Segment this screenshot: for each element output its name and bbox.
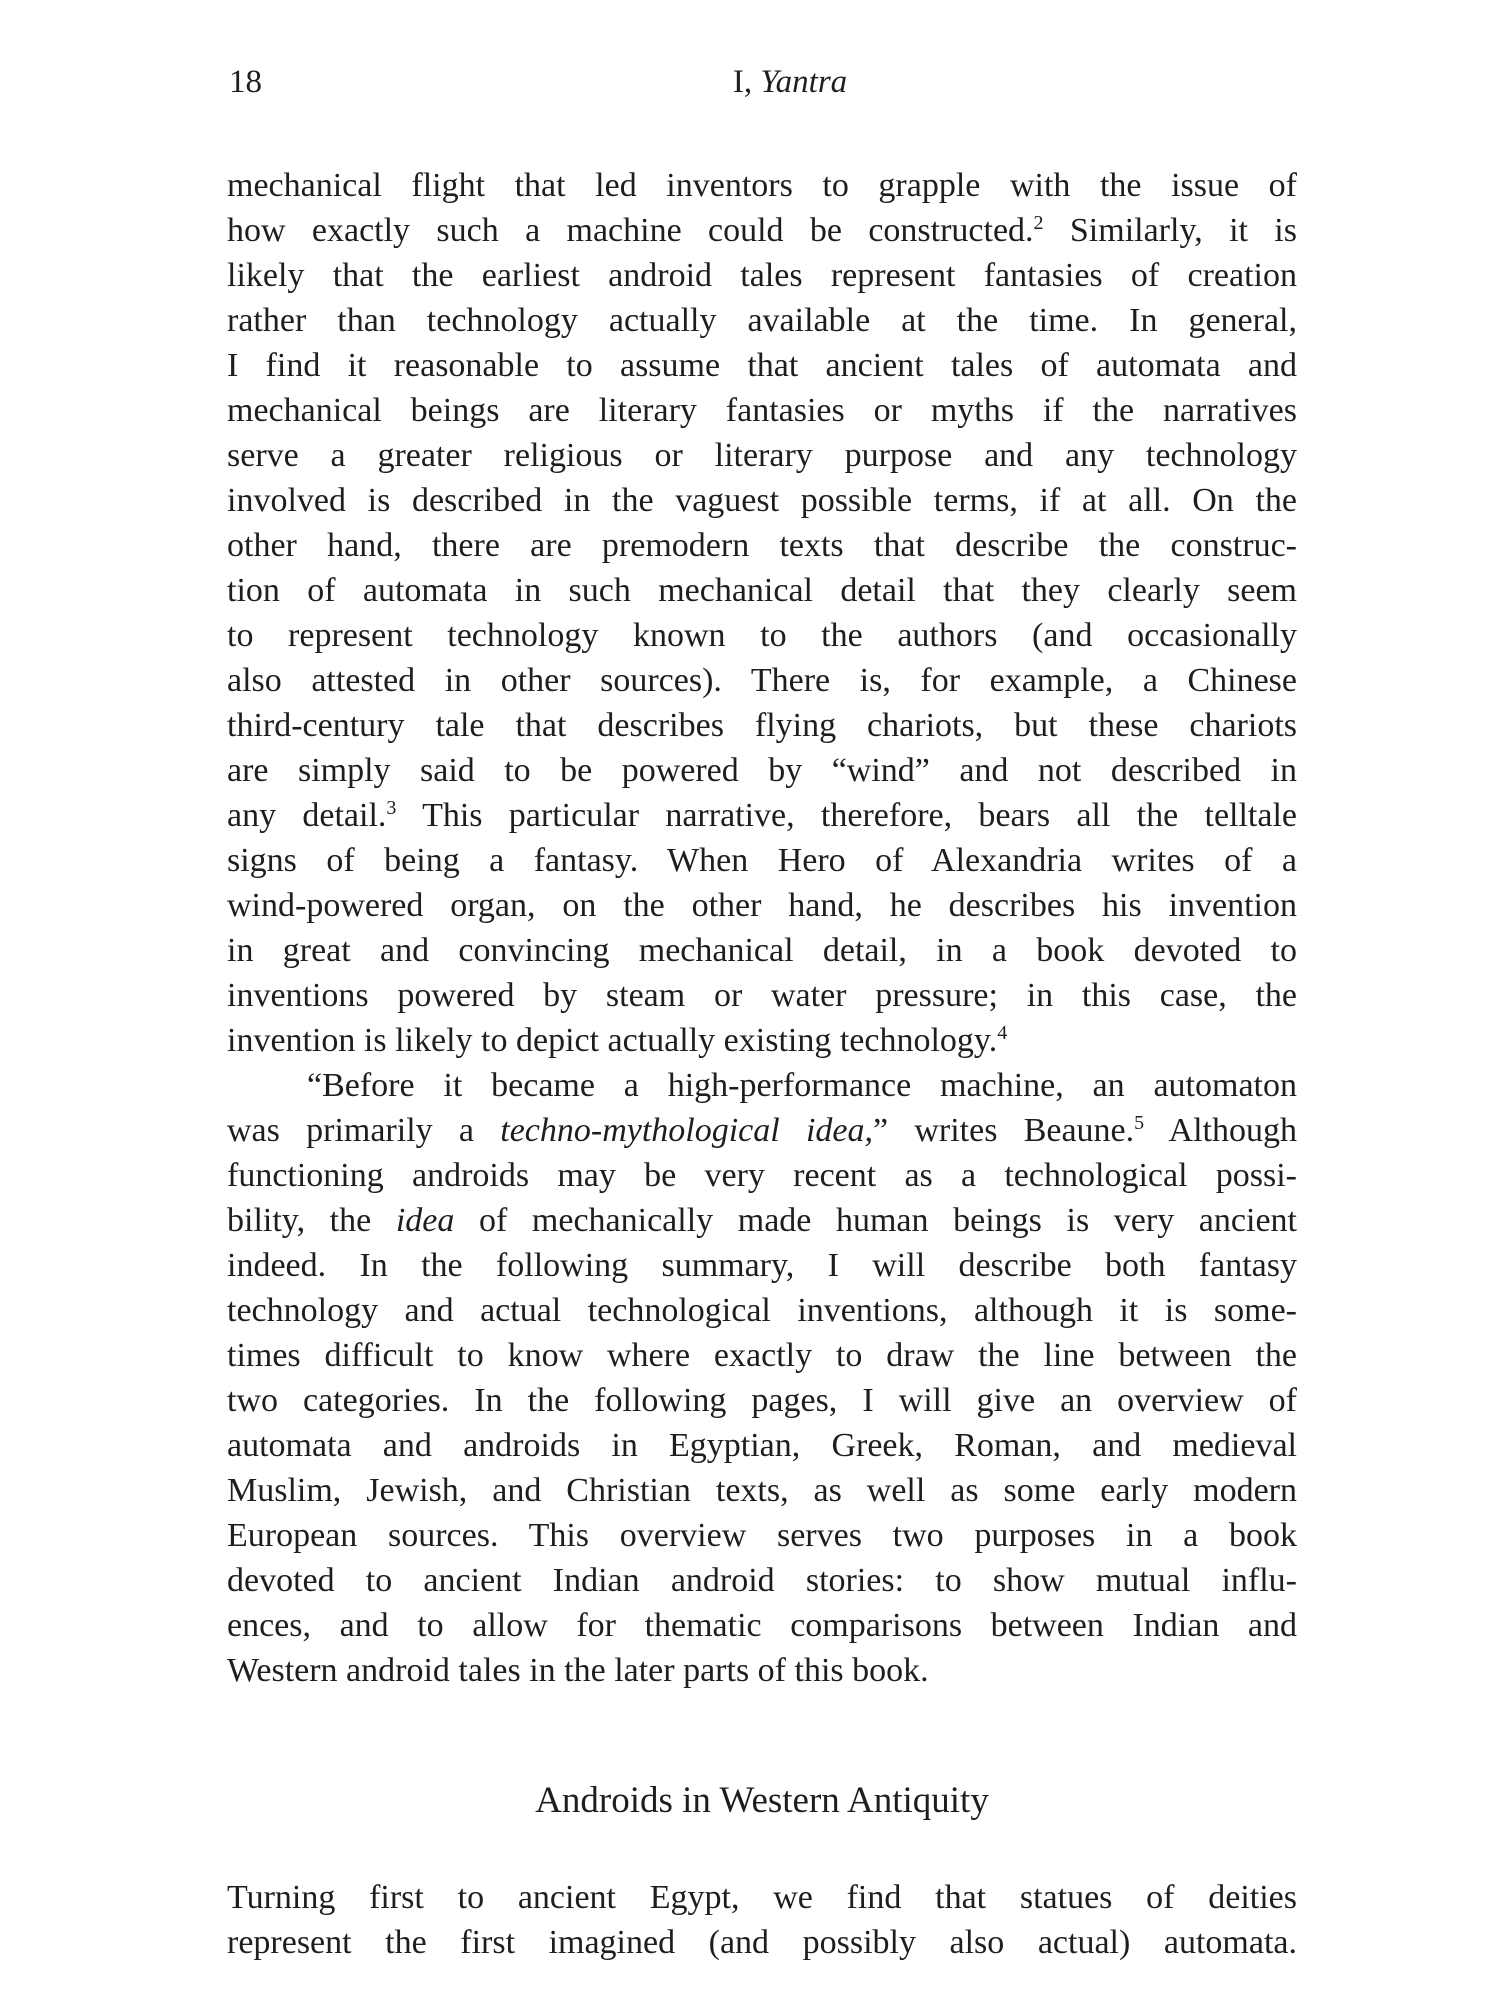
paragraph-1-line: wind-powered organ, on the other hand, he describes his invention: [227, 887, 1297, 924]
text-run: invention is likely to depict actually existing technology.: [227, 1022, 998, 1059]
running-head-title: Yantra: [760, 64, 848, 100]
paragraph-3-line: represent the first imagined (and possibly also actual) automata.: [227, 1924, 1297, 1961]
paragraph-1-line: to represent technology known to the authors (and occasionally: [227, 617, 1297, 654]
footnote-ref-4: 4: [997, 1022, 1008, 1044]
running-head: [0, 62, 1500, 102]
footnote-ref-3: 3: [386, 797, 397, 819]
emphasis-text: idea: [395, 1202, 455, 1239]
paragraph-1-line: mechanical flight that led inventors to grapple with the issue of: [227, 167, 1297, 204]
text-run: Similarly, it is: [1043, 212, 1297, 249]
paragraph-2-line: functioning androids may be very recent as a technological possi-: [227, 1157, 1297, 1194]
emphasis-text: techno-mythological idea,: [500, 1112, 874, 1149]
body-text-continued: [227, 1875, 1297, 1965]
paragraph-2-line: technology and actual technological inventions, although it is some-: [227, 1292, 1297, 1329]
paragraph-1-line: involved is described in the vaguest possible terms, if at all. On the: [227, 482, 1297, 519]
paragraph-3-line: Turning first to ancient Egypt, we find that statues of deities: [227, 1879, 1297, 1916]
paragraph-2-line: devoted to ancient Indian android stories: to show mutual influ-: [227, 1562, 1297, 1599]
paragraph-1-line: mechanical beings are literary fantasies or myths if the narratives: [227, 392, 1297, 429]
footnote-ref-5: 5: [1134, 1112, 1145, 1134]
running-head-prefix: I,: [732, 64, 753, 100]
paragraph-1-line: inventions powered by steam or water pressure; in this case, the: [227, 977, 1297, 1014]
paragraph-1-line: tion of automata in such mechanical detail that they clearly seem: [227, 572, 1297, 609]
paragraph-1-line: [227, 208, 1297, 253]
section-heading: Androids in Western Antiquity: [535, 1780, 989, 1821]
paragraph-2-line: two categories. In the following pages, I will give an overview of: [227, 1382, 1297, 1419]
paragraph-1-line: in great and convincing mechanical detail, in a book devoted to: [227, 932, 1297, 969]
paragraph-2-line: [227, 1198, 1297, 1243]
paragraph-2-line: “Before it became a high-performance machine, an automaton: [307, 1067, 1297, 1104]
text-run: of mechanically made human beings is very ancient: [454, 1202, 1297, 1239]
paragraph-2-line: European sources. This overview serves two purposes in a book: [227, 1517, 1297, 1554]
paragraph-1-line: [227, 1018, 1297, 1063]
text-run: any detail.: [227, 797, 387, 834]
paragraph-1-line: third-century tale that describes flying chariots, but these chariots: [227, 707, 1297, 744]
paragraph-2-line: [227, 1108, 1297, 1153]
text-run: was primarily a: [227, 1112, 501, 1149]
page-number: 18: [229, 64, 262, 100]
text-run: bility, the: [227, 1202, 396, 1239]
paragraph-1-line: [227, 793, 1297, 838]
paragraph-1-line: I find it reasonable to assume that ancient tales of automata and: [227, 347, 1297, 384]
text-run: Although: [1144, 1112, 1297, 1149]
paragraph-2-line: Western android tales in the later parts of this book.: [227, 1652, 929, 1689]
paragraph-1-line: likely that the earliest android tales represent fantasies of creation: [227, 257, 1297, 294]
paragraph-1-line: rather than technology actually available at the time. In general,: [227, 302, 1297, 339]
paragraph-2-line: Muslim, Jewish, and Christian texts, as well as some early modern: [227, 1472, 1297, 1509]
footnote-ref-2: 2: [1033, 212, 1044, 234]
paragraph-2-line: times difficult to know where exactly to draw the line between the: [227, 1337, 1297, 1374]
paragraph-1-line: serve a greater religious or literary purpose and any technology: [227, 437, 1297, 474]
paragraph-2-line: indeed. In the following summary, I will describe both fantasy: [227, 1247, 1297, 1284]
paragraph-1-line: also attested in other sources). There is, for example, a Chinese: [227, 662, 1297, 699]
paragraph-2-line: automata and androids in Egyptian, Greek, Roman, and medieval: [227, 1427, 1297, 1464]
paragraph-2-line: ences, and to allow for thematic comparisons between Indian and: [227, 1607, 1297, 1644]
text-run: This particular narrative, therefore, bears all the telltale: [396, 797, 1297, 834]
paragraph-1-line: other hand, there are premodern texts that describe the construc-: [227, 527, 1297, 564]
paragraph-1-line: signs of being a fantasy. When Hero of Alexandria writes of a: [227, 842, 1297, 879]
paragraph-1-line: are simply said to be powered by “wind” and not described in: [227, 752, 1297, 789]
text-run: how exactly such a machine could be constructed.: [227, 212, 1034, 249]
text-run: ” writes Beaune.: [873, 1112, 1135, 1149]
body-text: [227, 163, 1297, 1693]
